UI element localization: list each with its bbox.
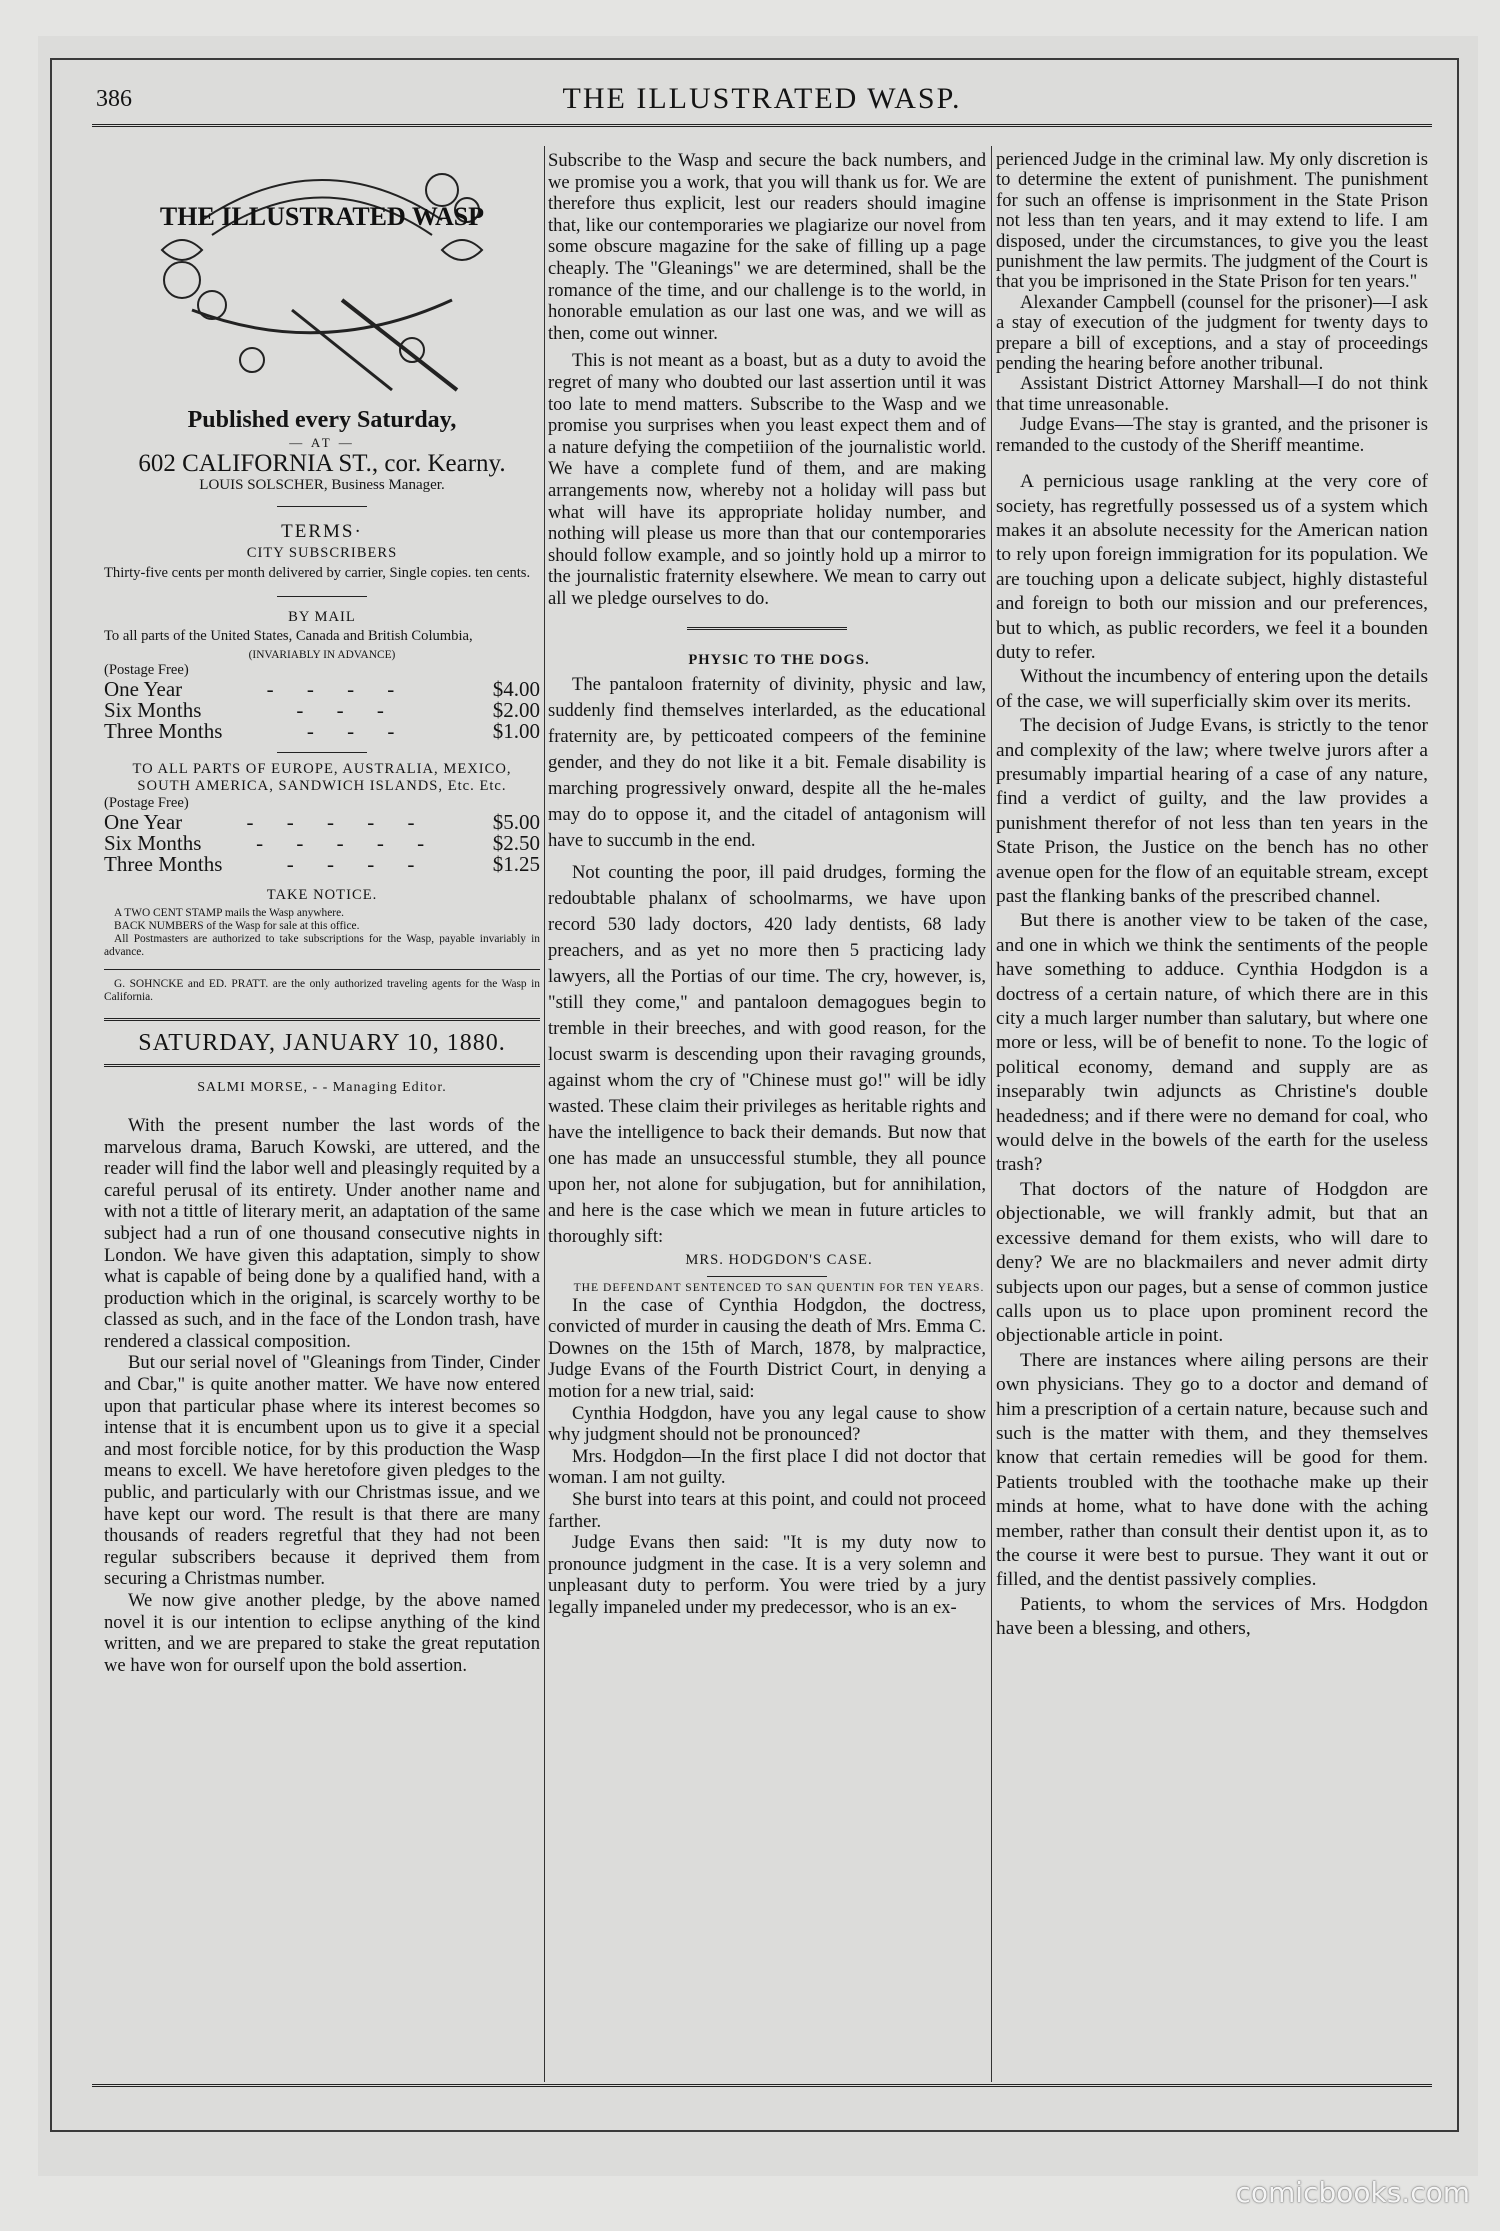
case-subheading: THE DEFENDANT SENTENCED TO SAN QUENTIN FOR TEN YEARS. [573, 1280, 985, 1294]
case-continued [996, 150, 1428, 456]
price-table-us [104, 679, 540, 742]
editorial-paragraph: This is not meant as a boast, but as a duty to avoid the regret of many who doubted our last assertion until it was too late to mend matters. Subscribe to the Wasp and we promise you surprises when you least expect them and of a nature defying the competiiion of the journalistic world. We have a complete fund of them, and are making arrangements now, whereby not a holiday will pass but what will have its appropriate holiday number, and nothing will please us more than that our contemporaries should follow example, and so jointly hold up a mirror to the journalistic fraternity elsewhere. We mean to carry out all we pledge ourselves to do. [548, 350, 986, 609]
article-paragraph: Not counting the poor, ill paid drudges, forming the redoubtable phalanx of schoolmarms, we have upon record 530 lady doctors, 420 lady dentists, 68 lady preachers, and as yet no more then 5 practicing lady lawyers, all the Portias of our time. The cry, however, is, "still they come," and pantaloon demagogues begin to tremble in their breeches, and with good reason, for the locust swarm is descending upon their ravaging grounds, against whom the cry of "Chinese must go!" will be idly wasted. These claim their privileges as heritable rights and have the intelligence to back their demands. But now that one has made an unsuccessful stumble, they all pounce upon her, not alone for subjugation, but for annihilation, and here is the case which we mean in future articles to thoroughly sift: [548, 862, 986, 1248]
page-header [92, 80, 1432, 127]
case-paragraph: Alexander Campbell (counsel for the prisoner)—I ask a stay of execution of the judgment for twenty days to prepare a bill of exceptions, and a stay of proceedings pending the hearing before another tribunal. [996, 291, 1428, 375]
city-subscribers-heading: CITY SUBSCRIBERS [246, 544, 398, 561]
column-left [104, 150, 540, 2080]
editorial-paragraph: But our serial novel of "Gleanings from Tinder, Cinder and Cbar," is quite another matter. We have now entered upon that particular phase where its interest becomes so intense that it is encumbent upon us to give it a special and most forcible notice, for by this production the Wasp means to excell. We have heretofore given pledges to the public, and particularly with our Christmas issue, and we have kept our word. The result is that there are many thousands of readers regretful that they had not been regular subscribers because it deprived them from securing a Christmas number. [104, 1352, 540, 1590]
divider [277, 752, 367, 753]
case-paragraph: Judge Evans then said: "It is my duty now to pronounce judgment in the case. It is a very solemn and unpleasant duty to perform. You were tried by a jury legally impaneled under my predecessor, who is an ex- [548, 1532, 986, 1618]
terms-heading: TERMS· [281, 521, 363, 543]
divider [104, 969, 540, 970]
case-heading: MRS. HODGDON'S CASE. [685, 1252, 873, 1269]
bottom-rule [92, 2084, 1432, 2087]
at-line: — AT — [289, 434, 355, 450]
column-middle [548, 150, 986, 2080]
published-line: Published every Saturday, [187, 407, 457, 433]
masthead-title: THE ILLUSTRATED WASP. [562, 82, 962, 115]
notice-line: All Postmasters are authorized to take subscriptions for the Wasp, payable invariably in advance. [104, 932, 540, 958]
column-right [996, 150, 1428, 2080]
article-paragraph: That doctors of the nature of Hodgdon are objectionable, we will frankly admit, but that an excessive demand for them exists, who will dare to deny? We are no blackmailers and never admit dirty subjects upon our pages, but a sense of common justice calls upon us to place upon prominent record the objectionable article in point. [996, 1178, 1428, 1347]
price-table-foreign [104, 812, 540, 875]
case-paragraph: Cynthia Hodgdon, have you any legal cause to show why judgment should not be pronounced? [548, 1402, 986, 1446]
wasp-logo [142, 150, 502, 400]
editorial-paragraph: With the present number the last words of the marvelous drama, Baruch Kowski, are uttered, and the reader will find the labor well and pleasingly requited by a careful perusal of its entirety. Under another name and with not a tittle of literary merit, an adaptation of the same subject had a run of one thousand consecutive nights in London. We have given this adaptation, simply to show what is capable of being done by a qualified hand, with a production which in the original, is scarcely worthy to be classed as such, and in the face of the London trash, have rendered a classical composition. [104, 1114, 540, 1352]
price-row: Six Months - - - $2.00 [104, 698, 540, 723]
postage-note: (Postage Free) [104, 662, 189, 679]
article-paragraph: There are instances where ailing persons are their own physicians. They go to a doctor and demand of him a prescription of a certain nature, because such and such is the matter with them, and they themselves know that certain remedies will be good for them. Patients troubled with the toothache make up their minds at home, what to have done with the aching member, rather than consult their dentist upon it, as to the course it were best to pursue. They want it out or filled, and the dentist passively complies. [996, 1349, 1428, 1591]
page-number: 386 [96, 86, 132, 112]
editorial-paragraph: We now give another pledge, by the above named novel it is our intention to eclipse anything of the kind written, and we are prepared to stake the great reputation we have won for ourself upon the bold assertion. [104, 1590, 540, 1676]
case-paragraph: perienced Judge in the criminal law. My only discretion is to determine the extent of punishment. The punishment for such an offense is imprisonment in the State Prison not less than ten years, and it may extend to life. I am disposed, under the circumstances, to give you the least punishment the law permits. The judgment of the Court is that you be imprisoned in the State Prison for ten years." [996, 150, 1428, 293]
issue-dateline: SATURDAY, JANUARY 10, 1880. [104, 1018, 540, 1068]
price-row: Six Months - - - - - $2.50 [104, 831, 540, 856]
postage-note: (Postage Free) [104, 795, 189, 812]
divider [277, 596, 367, 597]
divider [277, 506, 367, 507]
article-paragraph: Patients, to whom the services of Mrs. Hodgdon have been a blessing, and others, [996, 1593, 1428, 1640]
mail-text: To all parts of the United States, Canada and British Columbia, [104, 628, 473, 645]
in-advance-note: (INVARIABLY IN ADVANCE) [248, 649, 396, 662]
column-rule [544, 146, 545, 2082]
business-manager: LOUIS SOLSCHER, Business Manager. [199, 476, 445, 493]
article-paragraph: The decision of Judge Evans, is strictly to the tenor and complexity of the law; where twelve jurors after a presumably impartial hearing of a case of any nature, find a verdict of guilty, and the law provides a punishment therefor of not less than ten years in the State Prison, the Justice on the bench has no other avenue open for the flow of an equitable stream, except past the flanking banks of the prescribed channel. [996, 715, 1428, 907]
city-rates: Thirty-five cents per month delivered by carrier, Single copies. ten cents. [104, 564, 531, 581]
notice-heading: TAKE NOTICE. [266, 887, 378, 904]
column-rule [991, 146, 992, 2082]
case-paragraph: She burst into tears at this point, and could not proceed farther. [548, 1489, 986, 1532]
case-paragraph: In the case of Cynthia Hodgdon, the doctress, convicted of murder in causing the death of Mrs. Emma C. Downes on the 15th of March, 1878, by malpractice, Judge Evans of the Fourth District Court, in denying a motion for a new trial, said: [548, 1294, 986, 1403]
mail-heading: BY MAIL [288, 608, 356, 625]
logo-lettering: THE ILLUSTRATED WASP [159, 202, 485, 231]
managing-editor: SALMI MORSE, - - Managing Editor. [197, 1080, 447, 1096]
divider [687, 627, 847, 630]
agents-note: G. SOHNCKE and ED. PRATT. are the only authorized traveling agents for the Wasp in California. [104, 977, 540, 1003]
article-paragraph: But there is another view to be taken of the case, and one in which we think the sentiments of the people have something to adduce. Cynthia Hodgdon is a doctress of a certain nature, of which there are in this city a much larger number than salutary, but where one more or less, will be of benefit to none. To the logic of political economy, demand and supply are as inseparably twin adjuncts as Christine's double headedness; and if there were no demand for coal, who would delve in the bowels of the earth for the useless trash? [996, 910, 1428, 1176]
notice-line: BACK NUMBERS of the Wasp for sale at this office. [114, 919, 360, 932]
price-row: One Year - - - - $4.00 [104, 677, 540, 702]
article-paragraph: The pantaloon fraternity of divinity, physic and law, suddenly find themselves interlarded, as the educational fraternity are, by petticoated compeers of the feminine gender, and they do not like it a bit. Female disability is marching progressively onward, despite all the he-males may do to oppose it, and the citadel of antagonism will have to succumb in the end. [548, 674, 986, 852]
article-paragraph: A pernicious usage rankling at the very core of society, has regretfully possessed us of a system which makes it an absolute necessity for the American nation to rely upon foreign immigration for its population. We are touching upon a delicate subject, highly distasteful and foreign to both our mission and our preferences, but to which, as public recorders, we feel it a bounden duty to refer. [996, 471, 1428, 663]
article-title: PHYSIC TO THE DOGS. [688, 652, 870, 669]
price-row: Three Months - - - - $1.25 [104, 852, 540, 877]
divider [707, 1276, 827, 1277]
price-row: One Year - - - - - $5.00 [104, 810, 540, 835]
price-row: Three Months - - - $1.00 [104, 719, 540, 744]
case-paragraph: Assistant District Attorney Marshall—I do not think that time unreasonable. [996, 373, 1428, 415]
case-paragraph: Mrs. Hodgdon—In the first place I did not doctor that woman. I am not guilty. [548, 1445, 986, 1489]
foreign-heading: TO ALL PARTS OF EUROPE, AUSTRALIA, MEXICO, SOUTH AMERICA, SANDWICH ISLANDS, Etc. Etc. [132, 761, 512, 795]
article-body [548, 672, 986, 1250]
office-address: 602 CALIFORNIA ST., cor. Kearny. [138, 450, 506, 478]
case-paragraph: Judge Evans—The stay is granted, and the prisoner is remanded to the custody of the Sheriff meantime. [996, 414, 1428, 456]
notice-line: A TWO CENT STAMP mails the Wasp anywhere. [114, 906, 344, 919]
editorial-paragraph: Subscribe to the Wasp and secure the back numbers, and we promise you a work, that you will thank us for. We are therefore thus explicit, lest our readers should imagine that, like our contemporaries we plagiarize our novel from some obscure magazine for the sake of filling up a page cheaply. The "Gleanings" we are determined, shall be the romance of the time, and our challenge is to the world, in honorable emulation as our last one was, and we will as then, come out winner. [548, 150, 986, 344]
site-watermark: comicbooks.com [1235, 2176, 1470, 2209]
article-paragraph: Without the incumbency of entering upon the details of the case, we will superficially skim over its merits. [996, 666, 1428, 712]
